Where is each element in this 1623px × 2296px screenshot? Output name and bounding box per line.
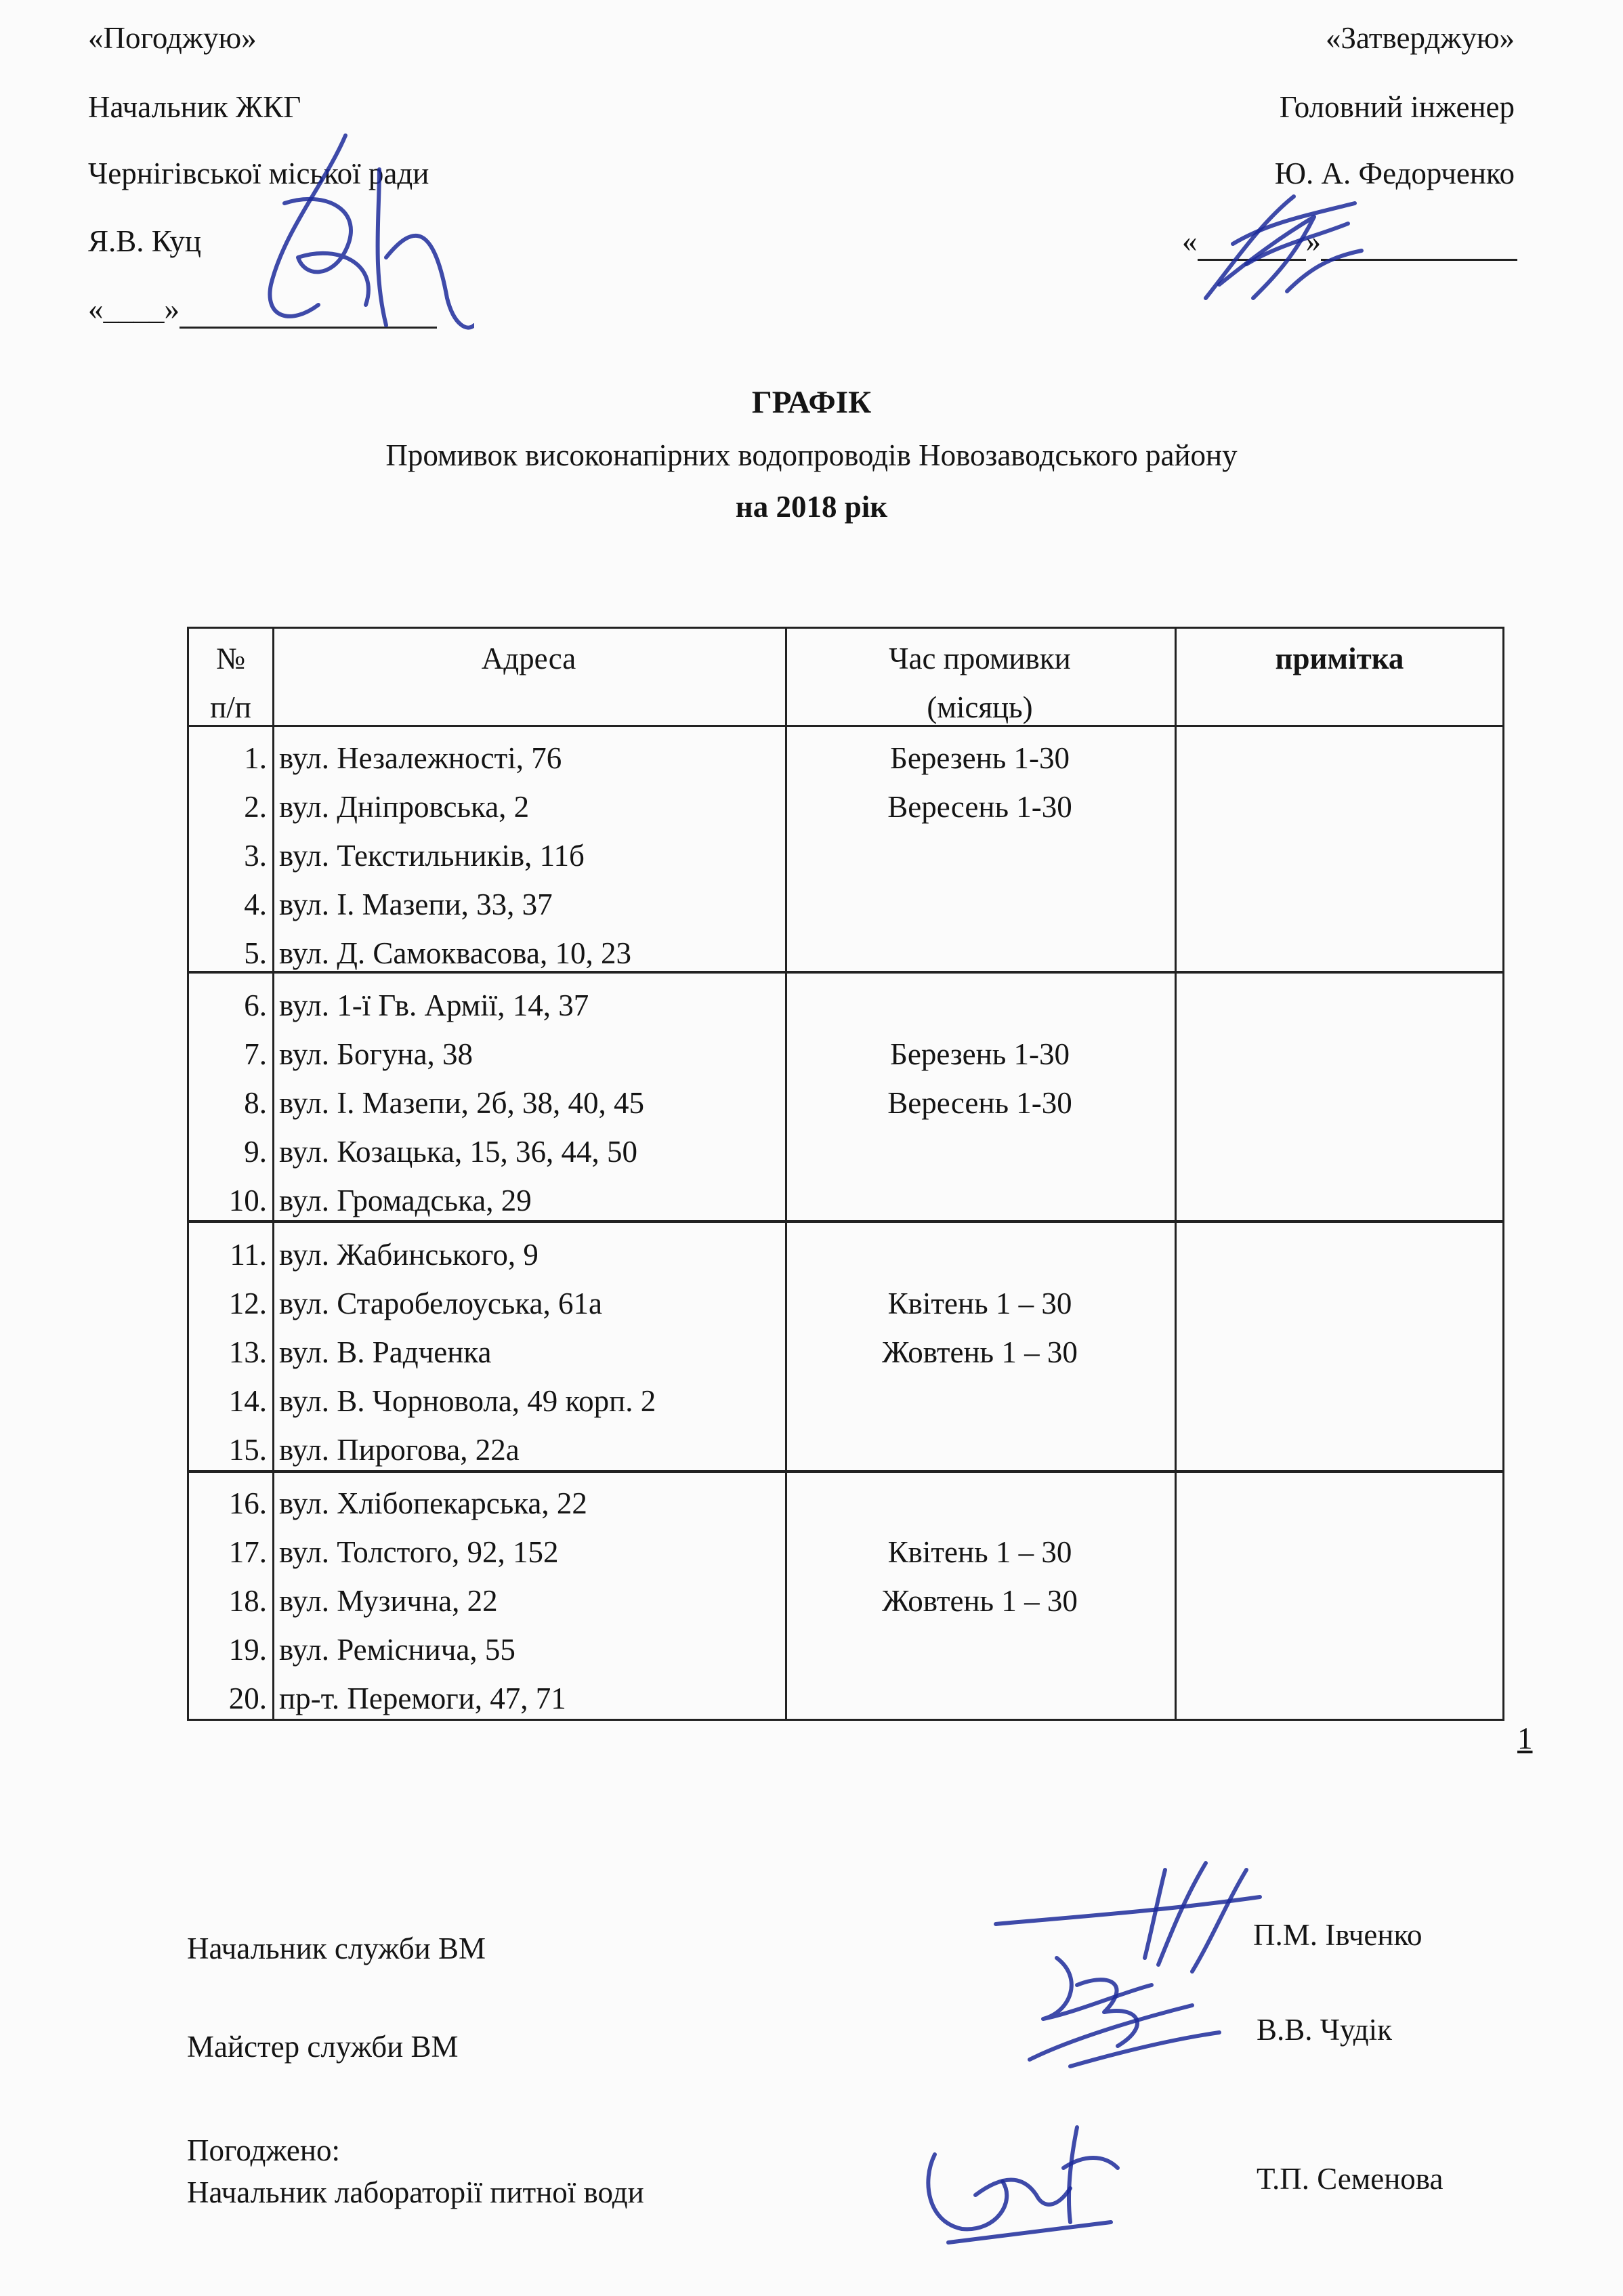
row-numbers: 11. 12. 13. 14. 15. <box>228 1238 267 1467</box>
head-name-left: Я.В. Куц <box>88 224 201 258</box>
footer-name-2: В.В. Чудік <box>1257 2013 1392 2047</box>
flush-period: Березень 1-30 Вересень 1-30 <box>887 1037 1072 1120</box>
header-note: примітка <box>1275 642 1404 675</box>
page-number: 1 <box>1517 1721 1533 1755</box>
date-line-right: « » <box>1182 224 1517 261</box>
footer-name-3: Т.П. Семенова <box>1257 2162 1443 2196</box>
head-position-left: Начальник ЖКГ <box>88 90 301 124</box>
flush-period: Квітень 1 – 30 Жовтень 1 – 30 <box>882 1535 1078 1618</box>
flush-period: Березень 1-30 Вересень 1-30 <box>887 741 1072 824</box>
document-title: ГРАФІК <box>751 385 872 420</box>
approve-label: «Затверджую» <box>1326 21 1515 55</box>
row-numbers: 1. 2. 3. 4. 5. <box>244 741 267 970</box>
signature-chudik <box>1057 1965 1233 2073</box>
header-num: № п/п <box>210 642 251 724</box>
agreed-label: Погоджено: <box>187 2133 340 2167</box>
header-address: Адреса <box>481 642 576 675</box>
agree-label: «Погоджую» <box>88 21 257 55</box>
schedule-table <box>187 627 1504 1721</box>
row-addresses: вул. Жабинського, 9 вул. Старобелоуська, 61а вул. В. Радченка вул. В. Чорновола, 49 корп. 2 вул. Пирогова, 22а <box>279 1238 656 1467</box>
row-addresses: вул. Хлібопекарська, 22 вул. Толстого, 92, 152 вул. Музична, 22 вул. Реміснича, 55 пр-т. Перемоги, 47, 71 <box>279 1486 587 1715</box>
col-divider-1 <box>272 629 274 1719</box>
row-numbers: 6. 7. 8. 9. 10. <box>228 988 267 1217</box>
head-position-right: Головний інженер <box>1279 90 1515 124</box>
head-name-right: Ю. А. Федорченко <box>1274 156 1515 190</box>
signature-fedorchenko <box>1192 183 1368 318</box>
row-addresses: вул. Незалежності, 76 вул. Дніпровська, 2 вул. Текстильників, 11б вул. І. Мазепи, 33, 37 вул. Д. Самокваcова, 10, 23 <box>279 741 631 970</box>
signature-semenova <box>908 2114 1124 2249</box>
footer-name-1: П.М. Івченко <box>1253 1918 1422 1952</box>
date-prefix: «____» <box>88 292 180 326</box>
col-divider-3 <box>1175 629 1177 1719</box>
row-numbers: 16. 17. 18. 19. 20. <box>228 1486 267 1715</box>
footer-role-3: Начальник лабораторії питної води <box>187 2175 644 2209</box>
flush-period: Квітень 1 – 30 Жовтень 1 – 30 <box>882 1287 1078 1369</box>
document-subtitle: Промивок високонапірних водопроводів Новозаводського району <box>385 438 1238 472</box>
row-addresses: вул. 1-ї Гв. Армії, 14, 37 вул. Богуна, 38 вул. І. Мазепи, 2б, 38, 40, 45 вул. Козацька, 15, 36, 44, 50 вул. Громадська, 29 <box>279 988 644 1217</box>
document-year: на 2018 рік <box>735 490 888 524</box>
footer-role-2: Майстер служби ВМ <box>187 2030 459 2064</box>
organization: Чернігівської міської ради <box>88 156 429 190</box>
footer-role-1: Начальник служби ВМ <box>187 1932 486 1965</box>
signature-kuts <box>244 122 474 352</box>
header-time: Час промивки (місяць) <box>889 642 1071 724</box>
